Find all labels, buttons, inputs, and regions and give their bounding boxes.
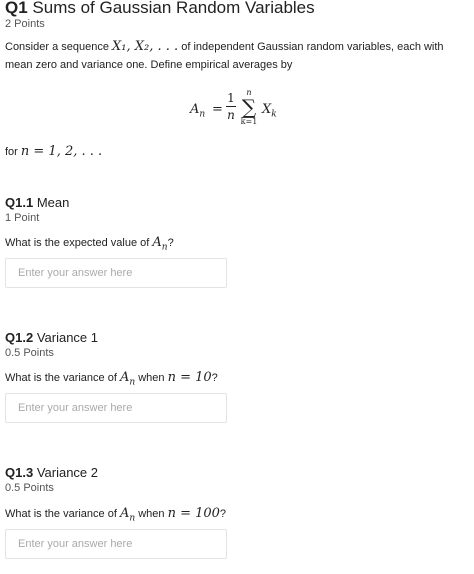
sigma-symbol: ∑ <box>241 95 257 119</box>
prompt-end: ? <box>211 372 218 384</box>
prompt-when: when <box>138 508 165 520</box>
average-formula <box>190 88 310 136</box>
formula-lhs: $A_n$ <box>190 102 206 120</box>
for-text: for <box>5 146 18 158</box>
prompt-math: $A_n$ <box>119 506 136 524</box>
fraction-bar <box>226 106 236 107</box>
subquestion-2-number: Q1.2 <box>5 330 34 345</box>
prompt-end: ? <box>167 237 174 249</box>
question-title <box>5 0 315 19</box>
subquestion-1-answer-input[interactable] <box>5 258 227 288</box>
subquestion-1-title-text: Mean <box>36 195 70 210</box>
prompt-text: What is the variance of <box>5 372 117 384</box>
subquestion-3-number: Q1.3 <box>5 465 34 480</box>
sum-lower-limit: k=1 <box>240 117 258 126</box>
prompt-math: $A_n$ <box>152 235 168 253</box>
for-n-math: n = 1, 2, . . . <box>20 144 103 159</box>
question-points: 2 Points <box>5 18 45 30</box>
fraction-denominator: n <box>227 108 235 122</box>
question-title-text: Sums of Gaussian Random Variables <box>32 0 315 17</box>
prompt-text: What is the variance of <box>5 508 117 520</box>
subquestion-1-prompt <box>5 234 174 257</box>
prompt-when: when <box>138 372 165 384</box>
formula-term: $X_k$ <box>262 102 277 120</box>
subquestion-3-title-text: Variance 2 <box>36 465 98 480</box>
subquestion-3-answer-input[interactable] <box>5 529 227 559</box>
subquestion-2-points: 0.5 Points <box>5 347 54 359</box>
prompt-condition-math: n = 10 <box>167 370 212 385</box>
subquestion-3-prompt <box>5 505 226 528</box>
subquestion-1-points: 1 Point <box>5 212 40 224</box>
summation <box>240 88 258 127</box>
prompt-end: ? <box>219 508 227 520</box>
question-intro <box>5 38 467 74</box>
subquestion-2-answer-input[interactable] <box>5 393 227 423</box>
subquestion-2-prompt <box>5 369 218 392</box>
subquestion-1-title <box>5 195 69 211</box>
subquestion-2-title-text: Variance 1 <box>36 330 98 345</box>
subquestion-1-number: Q1.1 <box>5 195 34 210</box>
intro-text-1: Consider a sequence <box>5 41 109 53</box>
formula-fraction <box>226 91 236 122</box>
for-n-line <box>5 143 102 161</box>
prompt-condition-math: n = 100 <box>167 506 220 521</box>
prompt-text: What is the expected value of <box>5 237 150 249</box>
intro-sequence-math: X₁, X₂, . . . <box>112 39 179 54</box>
prompt-math: $A_n$ <box>119 370 136 388</box>
subquestion-2-title <box>5 330 98 346</box>
intro-text-2: of independent Gaussian random variables, each with mean zero and variance one. Define empirical averages by <box>5 41 444 71</box>
sum-upper-limit: n <box>246 88 252 97</box>
subquestion-3-points: 0.5 Points <box>5 482 54 494</box>
fraction-numerator: 1 <box>227 91 235 105</box>
subquestion-3-title <box>5 465 98 481</box>
formula-equals: = <box>212 102 223 117</box>
question-number: Q1 <box>5 0 28 17</box>
